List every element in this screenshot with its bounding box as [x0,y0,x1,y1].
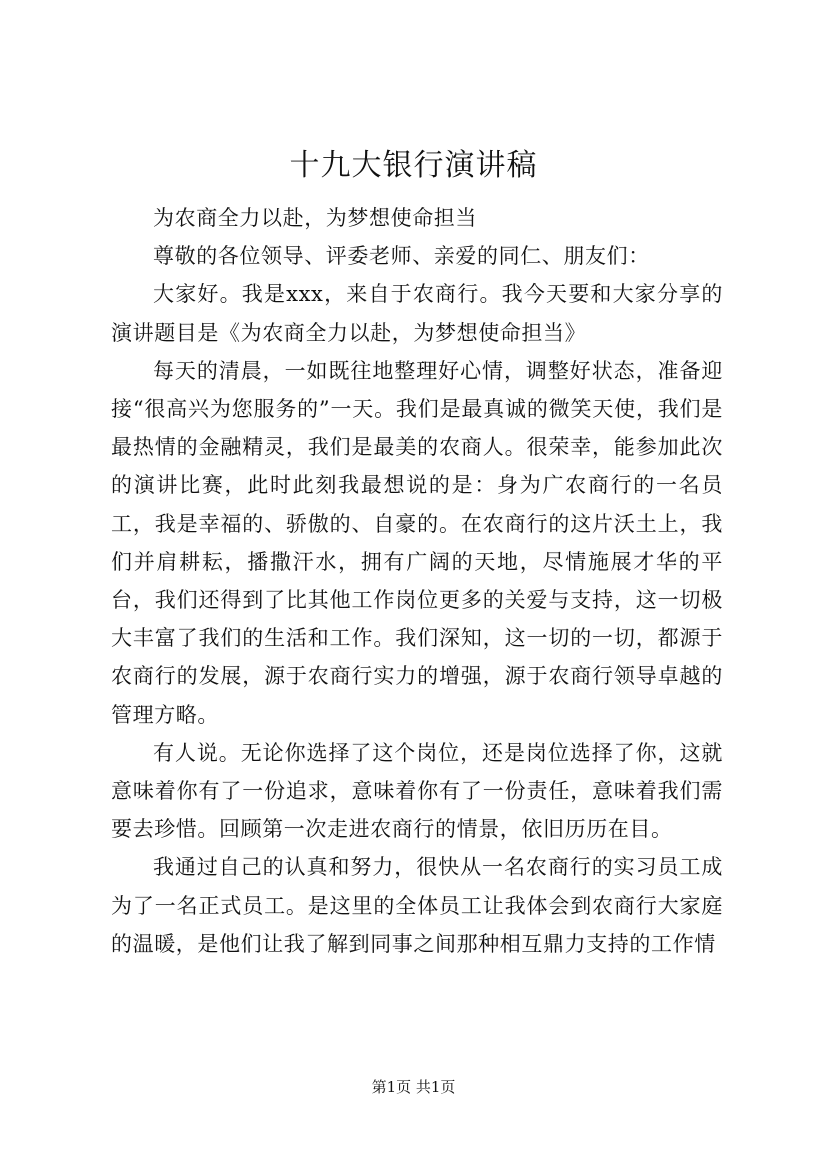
subtitle-paragraph: 为农商全力以赴，为梦想使命担当 [153,206,477,230]
body-paragraph: 有人说。无论你选择了这个岗位，还是岗位选择了你，这就意味着你有了一份追求，意味着你有了一份责任，意味着我们需要去珍惜。回顾第一次走进农商行的情景，依旧历历在目。 [111,740,723,842]
salutation-paragraph: 尊敬的各位领导、评委老师、亲爱的同仁、朋友们： [153,244,650,269]
intro-paragraph: 大家好。我是xxx，来自于农商行。我今天要和大家分享的演讲题目是《为农商全力以赴，为梦想使命担当》 [111,282,723,345]
page-footer: 第1页 共1页 [371,1078,456,1096]
body-paragraph: 每天的清晨，一如既往地整理好心情，调整好状态，准备迎接“很高兴为您服务的”一天。我们是最真诚的微笑天使，我们是最热情的金融精灵，我们是最美的农商人。很荣幸，能参加此次的演讲比赛，此时此刻我最想说的是：身为广农商行的一名员工，我是幸福的、骄傲的、自豪的。在农商行的这片沃土上，我们并肩耕耘，播撒汗水，拥有广阔的天地，尽情施展才华的平台，我们还得到了比其他工作岗位更多的关爱与支持，这一切极大丰富了我们的生活和工作。我们深知，这一切的一切，都源于农商行的发展，源于农商行实力的增强，源于农商行领导卓越的管理方略。 [111,358,723,727]
document-body [111,199,723,963]
body-paragraph: 我通过自己的认真和努力，很快从一名农商行的实习员工成为了一名正式员工。是这里的全体员工让我体会到农商行大家庭的温暖，是他们让我了解到同事之间那种相互鼎力支持的工作情 [111,855,723,956]
document-title: 十九大银行演讲稿 [289,148,538,183]
